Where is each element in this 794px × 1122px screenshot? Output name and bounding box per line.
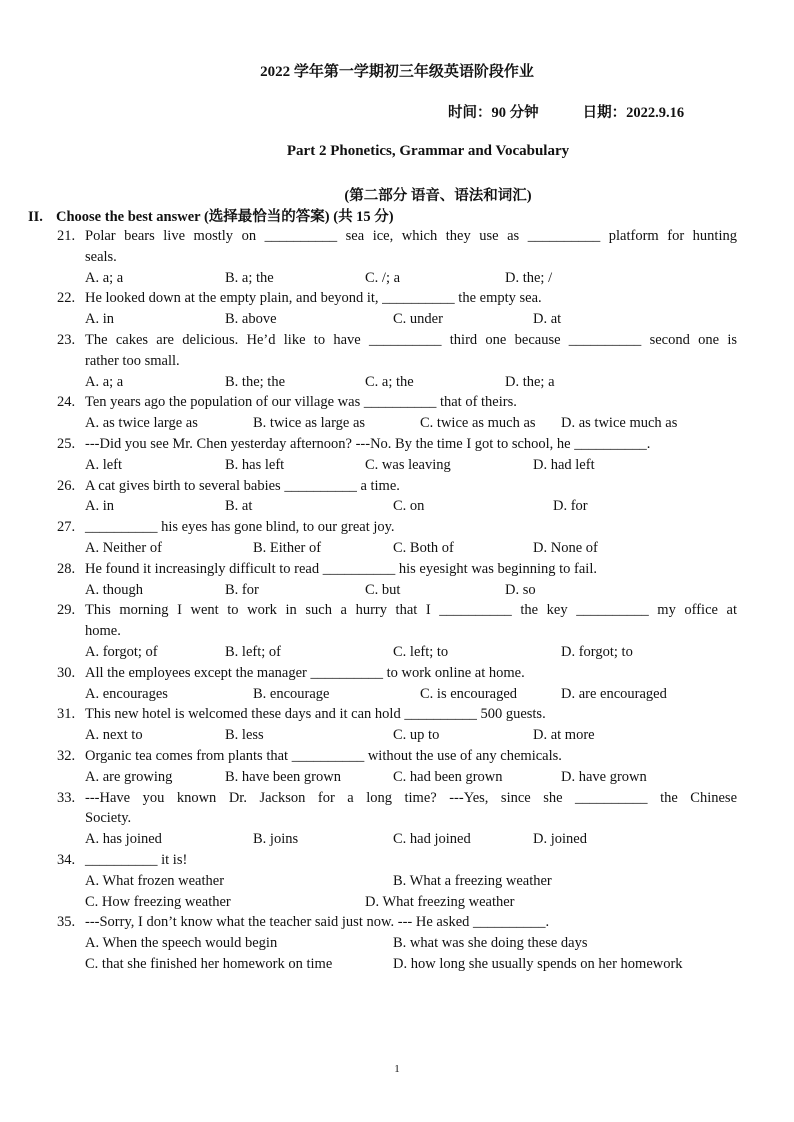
options-row: [0, 684, 794, 705]
answer-option[interactable]: D. None of: [533, 539, 598, 556]
answer-option[interactable]: C. was leaving: [365, 456, 451, 473]
options-row: [0, 933, 794, 954]
options-row: [0, 309, 794, 330]
question-number: 35.: [57, 914, 76, 931]
answer-option[interactable]: C. is encouraged: [420, 685, 518, 702]
answer-option[interactable]: B. at: [225, 498, 253, 515]
answer-option[interactable]: A. though: [85, 581, 143, 598]
answer-option[interactable]: A. next to: [85, 727, 143, 744]
options-row: [0, 268, 794, 289]
options-row: [0, 496, 794, 517]
section-number: II.: [28, 209, 43, 225]
answer-option[interactable]: B. less: [225, 727, 264, 744]
question-text: All the employees except the manager __________ to work online at home.: [85, 664, 525, 681]
answer-option[interactable]: C. a; the: [365, 373, 414, 390]
answer-option[interactable]: A. Neither of: [85, 539, 162, 556]
answer-option[interactable]: C. twice as much as: [420, 415, 536, 432]
options-row: [0, 725, 794, 746]
question-text: Organic tea comes from plants that __________ without the use of any chemicals.: [85, 747, 562, 764]
answer-option[interactable]: A. encourages: [85, 685, 168, 702]
question-line: [0, 621, 794, 642]
exam-date: 日期：2022.9.16: [582, 105, 685, 121]
answer-option[interactable]: D. the; a: [505, 373, 555, 390]
answer-option[interactable]: D. have grown: [561, 768, 647, 785]
answer-option[interactable]: D. are encouraged: [561, 685, 667, 702]
answer-option[interactable]: D. so: [505, 581, 536, 598]
question-number: 29.: [57, 602, 76, 619]
answer-option[interactable]: B. the; the: [225, 373, 286, 390]
question-line: [0, 600, 794, 621]
question-text: Polar bears live mostly on __________ sea ice, which they use as __________ platform for hunting: [85, 228, 737, 244]
question-line: [0, 704, 794, 725]
answer-option[interactable]: D. the; /: [505, 269, 553, 286]
question-text: He found it increasingly difficult to read __________ his eyesight was beginning to fail.: [85, 560, 597, 577]
answer-option[interactable]: A. are growing: [85, 768, 173, 785]
question-list: [0, 226, 794, 975]
answer-option[interactable]: C. but: [365, 581, 401, 598]
answer-option[interactable]: B. a; the: [225, 269, 274, 286]
question-line: [0, 288, 794, 309]
answer-option[interactable]: B. twice as large as: [253, 415, 366, 432]
question-text: seals.: [85, 248, 117, 265]
answer-option[interactable]: B. what was she doing these days: [393, 935, 588, 952]
answer-option[interactable]: D. how long she usually spends on her homework: [393, 955, 683, 972]
answer-option[interactable]: B. for: [225, 581, 259, 598]
options-row: [0, 954, 794, 975]
question-number: 26.: [57, 477, 76, 494]
answer-option[interactable]: C. /; a: [365, 269, 401, 286]
exam-time: 时间：90 分钟: [448, 105, 539, 121]
question-line: [0, 850, 794, 871]
part-title: Part 2 Phonetics, Grammar and Vocabulary: [286, 143, 570, 159]
question-line: [0, 517, 794, 538]
answer-option[interactable]: A. in: [85, 311, 114, 328]
question-line: [0, 476, 794, 497]
answer-option[interactable]: D. had left: [533, 456, 595, 473]
answer-option[interactable]: A. in: [85, 498, 114, 515]
question-number: 24.: [57, 394, 76, 411]
section-heading: [28, 205, 394, 226]
question-number: 21.: [57, 228, 76, 244]
answer-option[interactable]: A. as twice large as: [85, 415, 198, 432]
question-text: The cakes are delicious. He’d like to have __________ third one because __________ second one is: [85, 331, 737, 348]
answer-option[interactable]: C. How freezing weather: [85, 893, 231, 910]
question-line: [0, 434, 794, 455]
answer-option[interactable]: A. a; a: [85, 269, 124, 286]
question-text: This new hotel is welcomed these days and it can hold __________ 500 guests.: [85, 706, 546, 723]
question-number: 32.: [57, 747, 76, 764]
answer-option[interactable]: D. as twice much as: [561, 415, 678, 432]
answer-option[interactable]: B. have been grown: [225, 768, 341, 785]
question-line: [0, 351, 794, 372]
options-row: [0, 767, 794, 788]
answer-option[interactable]: B. What a freezing weather: [393, 872, 552, 889]
question-text: __________ it is!: [85, 851, 188, 868]
answer-option[interactable]: C. under: [393, 311, 443, 328]
question-text: This morning I went to work in such a hurry that I __________ the key __________ my office at: [85, 602, 737, 619]
answer-option[interactable]: A. What frozen weather: [85, 872, 225, 889]
question-text: home.: [85, 623, 121, 640]
answer-option[interactable]: A. left: [85, 456, 123, 473]
question-number: 22.: [57, 290, 76, 307]
answer-option[interactable]: D. at more: [533, 727, 595, 744]
question-line: [0, 788, 794, 809]
answer-option[interactable]: C. that she finished her homework on time: [85, 955, 333, 972]
question-number: 33.: [57, 789, 76, 806]
question-text: Ten years ago the population of our village was __________ that of theirs.: [85, 394, 517, 411]
options-row: [0, 642, 794, 663]
document-title: 2022 学年第一学期初三年级英语阶段作业: [260, 64, 534, 80]
answer-option[interactable]: B. above: [225, 311, 277, 328]
question-line: [0, 559, 794, 580]
question-line: [0, 746, 794, 767]
question-line: [0, 808, 794, 829]
answer-option[interactable]: D. at: [533, 311, 562, 328]
options-row: [0, 892, 794, 913]
question-line: [0, 226, 794, 247]
page-number: 1: [394, 1063, 400, 1075]
question-number: 23.: [57, 331, 76, 348]
answer-option[interactable]: D. forgot; to: [561, 643, 633, 660]
options-row: [0, 413, 794, 434]
question-number: 28.: [57, 560, 76, 577]
options-row: [0, 871, 794, 892]
options-row: [0, 829, 794, 850]
question-line: [0, 330, 794, 351]
answer-option[interactable]: C. had joined: [393, 831, 471, 848]
answer-option[interactable]: A. has joined: [85, 831, 162, 848]
question-line: [0, 247, 794, 268]
options-row: [0, 538, 794, 559]
question-number: 31.: [57, 706, 76, 723]
answer-option[interactable]: C. left; to: [393, 643, 449, 660]
answer-option[interactable]: D. joined: [533, 831, 587, 848]
answer-option[interactable]: D. for: [553, 498, 588, 515]
answer-option[interactable]: B. Either of: [253, 539, 322, 556]
answer-option[interactable]: B. left; of: [225, 643, 281, 660]
options-row: [0, 455, 794, 476]
answer-option[interactable]: A. When the speech would begin: [85, 935, 278, 952]
question-line: [0, 912, 794, 933]
question-line: [0, 663, 794, 684]
question-number: 27.: [57, 519, 76, 536]
question-text: He looked down at the empty plain, and beyond it, __________ the empty sea.: [85, 290, 542, 307]
part-subtitle: (第二部分 语音、语法和词汇): [344, 188, 532, 204]
question-number: 30.: [57, 664, 76, 681]
exam-meta: [448, 101, 684, 122]
question-text: __________ his eyes has gone blind, to our great joy.: [85, 519, 395, 536]
answer-option[interactable]: C. on: [393, 498, 425, 515]
question-line: [0, 392, 794, 413]
answer-option[interactable]: B. has left: [225, 456, 285, 473]
question-number: 34.: [57, 851, 76, 868]
answer-option[interactable]: C. had been grown: [393, 768, 503, 785]
options-row: [0, 580, 794, 601]
question-text: rather too small.: [85, 352, 180, 369]
answer-option[interactable]: B. encourage: [253, 685, 330, 702]
section-title: Choose the best answer (选择最恰当的答案) (共 15 分): [56, 209, 394, 225]
answer-option[interactable]: D. What freezing weather: [365, 893, 515, 910]
answer-option[interactable]: C. Both of: [393, 539, 454, 556]
question-text: Society.: [85, 810, 132, 827]
answer-option[interactable]: B. joins: [253, 831, 299, 848]
question-text: ---Did you see Mr. Chen yesterday afternoon? ---No. By the time I got to school, he __________.: [85, 435, 651, 452]
question-text: ---Sorry, I don’t know what the teacher said just now. --- He asked __________.: [85, 914, 550, 931]
answer-option[interactable]: A. forgot; of: [85, 643, 158, 660]
question-number: 25.: [57, 435, 76, 452]
options-row: [0, 372, 794, 393]
answer-option[interactable]: C. up to: [393, 727, 440, 744]
question-text: ---Have you known Dr. Jackson for a long time? ---Yes, since she __________ the Chinese: [85, 789, 737, 806]
answer-option[interactable]: A. a; a: [85, 373, 124, 390]
question-text: A cat gives birth to several babies __________ a time.: [85, 477, 400, 494]
